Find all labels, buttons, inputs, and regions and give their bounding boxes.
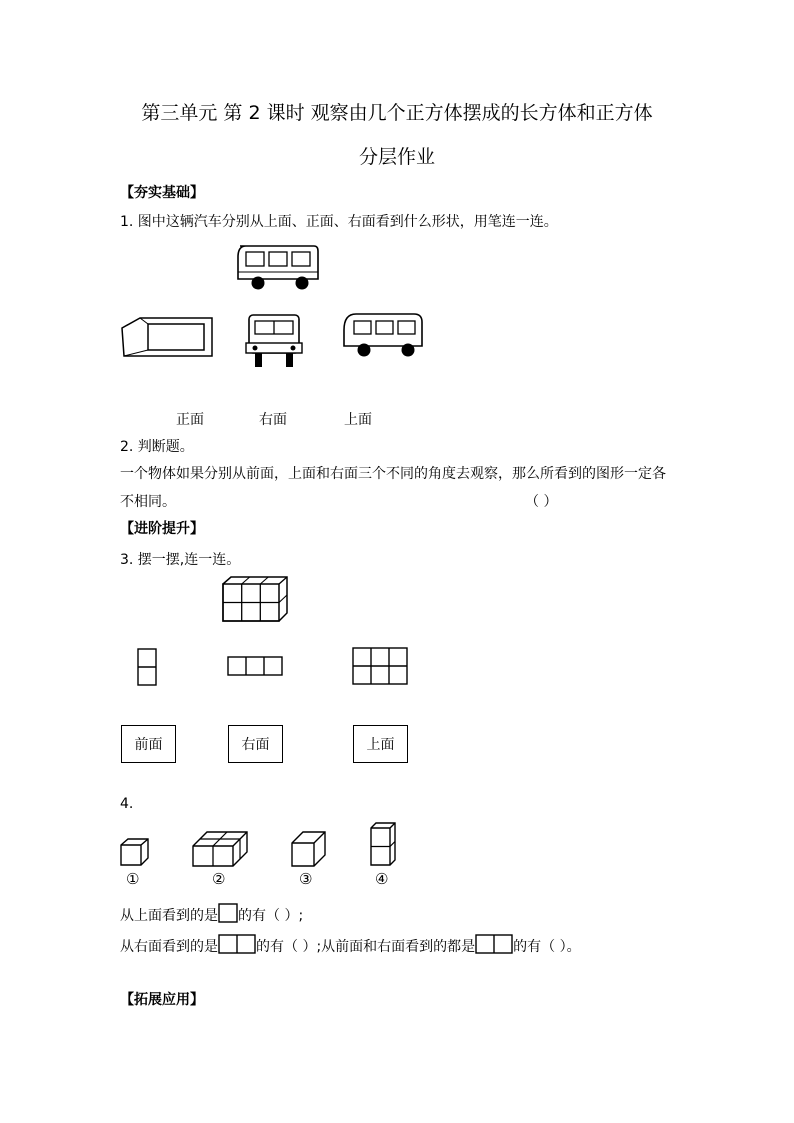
question-2-answer-blank[interactable]: （ ） — [525, 494, 558, 510]
right-view-prefix: 从右面看到的是 — [120, 939, 218, 955]
bus-side-view-image — [234, 243, 324, 293]
label-box-right: 右面 — [228, 725, 283, 763]
question-4-right-view-line — [120, 934, 581, 956]
marker-3: ③ — [299, 870, 313, 888]
shape-2-four-cubes-image — [192, 831, 248, 867]
question-2-line-1: 一个物体如果分别从前面，上面和右面三个不同的角度去观察，那么所看到的图形一定各 — [120, 466, 666, 482]
right-view-answer-blank[interactable]: 的有（ ）;从前面和右面看到的都是 — [256, 939, 476, 955]
single-square-icon — [218, 903, 238, 923]
double-square-icon — [475, 934, 513, 954]
top-view-answer-blank[interactable]: 的有（ ）; — [238, 908, 304, 924]
bus-side-view-option-image — [342, 312, 426, 360]
page-title: 第三单元 第 2 课时 观察由几个正方体摆成的长方体和正方体 — [141, 102, 653, 124]
label-box-top: 上面 — [353, 725, 408, 763]
marker-4: ④ — [375, 870, 389, 888]
question-4-top-view-line — [120, 903, 303, 925]
question-3-text: 3. 摆一摆,连一连。 — [120, 552, 241, 568]
bus-top-view-image — [120, 316, 215, 358]
projection-1x2-image — [137, 648, 157, 686]
label-front-view: 正面 — [176, 412, 204, 428]
marker-2: ② — [212, 870, 226, 888]
section-extend-heading: 【拓展应用】 — [120, 992, 204, 1008]
label-box-front: 前面 — [121, 725, 176, 763]
projection-3x2-image — [352, 647, 408, 685]
double-square-icon — [218, 934, 256, 954]
bus-front-view-image — [246, 313, 302, 369]
label-top-view: 上面 — [344, 412, 372, 428]
cube-block-image — [222, 576, 288, 622]
question-2-line-2: 不相同。 — [120, 494, 176, 510]
label-right-view: 右面 — [259, 412, 287, 428]
shape-1-single-cube-image — [120, 838, 150, 866]
question-4-number: 4. — [120, 796, 134, 812]
section-basic-heading: 【夯实基础】 — [120, 185, 204, 201]
both-view-answer-blank[interactable]: 的有（ ）。 — [513, 939, 581, 955]
top-view-prefix: 从上面看到的是 — [120, 908, 218, 924]
question-1-text: 1. 图中这辆汽车分别从上面、正面、右面看到什么形状，用笔连一连。 — [120, 214, 558, 230]
projection-3x1-image — [227, 656, 283, 676]
shape-3-single-cube-image — [291, 831, 327, 867]
page-subtitle: 分层作业 — [358, 146, 435, 168]
question-2-heading: 2. 判断题。 — [120, 439, 194, 455]
shape-4-stacked-cubes-image — [370, 822, 396, 866]
marker-1: ① — [126, 870, 140, 888]
section-advance-heading: 【进阶提升】 — [120, 521, 204, 537]
